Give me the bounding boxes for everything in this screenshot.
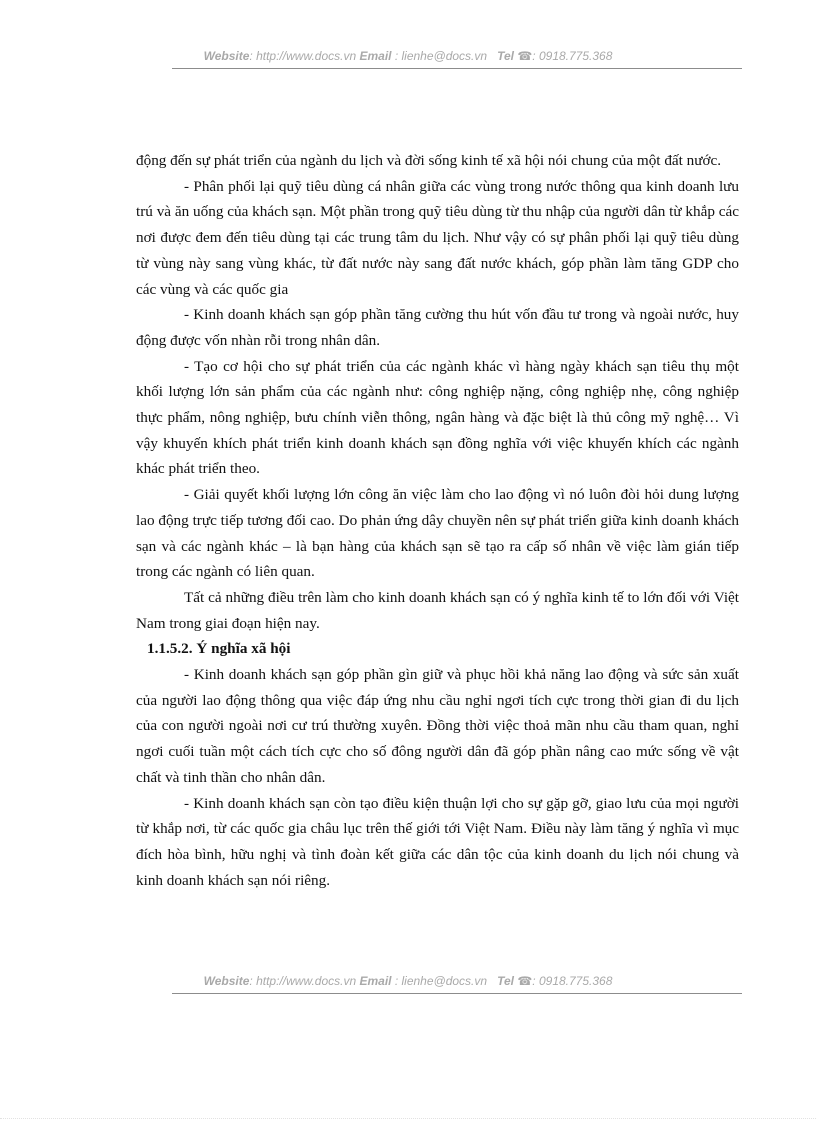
paragraph: - Kinh doanh khách sạn góp phần tăng cường thu hút vốn đầu tư trong và ngoài nước, huy động được vốn nhàn rỗi trong nhân dân.: [136, 306, 739, 349]
page-edge: [0, 1118, 816, 1119]
page-footer: [0, 974, 816, 988]
section-heading: 1.1.5.2. Ý nghĩa xã hội: [147, 640, 291, 658]
footer-website-label: Website: [203, 974, 250, 988]
paragraph: - Phân phối lại quỹ tiêu dùng cá nhân giữa các vùng trong nước thông qua kinh doanh lưu trú và ăn uống của khách sạn. Một phần trong quỹ tiêu dùng từ thu nhập của người dân từ khắp các nơi được đem đến tiêu dùng tại các trung tâm du lịch. Như vậy có sự phân phối lại quỹ tiêu dùng từ vùng này sang vùng khác, từ đất nước này sang đất nước khách, góp phần làm tăng GDP cho các vùng và các quốc gia: [136, 177, 739, 298]
paragraph: - Giải quyết khối lượng lớn công ăn việc làm cho lao động vì nó luôn đòi hỏi dung lượng lao động trực tiếp tương đối cao. Do phản ứng dây chuyền nên sự phát triển giữa kinh doanh khách sạn và các ngành khác – là bạn hàng của khách sạn sẽ tạo ra cấp số nhân về việc làm gián tiếp trong các ngành có liên quan.: [136, 486, 739, 581]
header-tel-label: Tel: [497, 49, 514, 63]
paragraph: - Tạo cơ hội cho sự phát triển của các ngành khác vì hàng ngày khách sạn tiêu thụ một khối lượng lớn sản phẩm của các ngành như: công nghiệp nặng, công nghiệp nhẹ, công nghiệp thực phẩm, nông nghiệp, bưu chính viễn thông, ngân hàng và đặc biệt là thủ công mỹ nghệ… Vì vậy khuyến khích phát triển kinh doanh khách sạn đồng nghĩa với việc khuyến khích các ngành khác phát triển theo.: [136, 357, 739, 478]
telephone-icon: ☎: [517, 974, 533, 988]
paragraph: Tất cả những điều trên làm cho kinh doanh khách sạn có ý nghĩa kinh tế to lớn đối với Việt Nam trong giai đoạn hiện nay.: [136, 588, 739, 632]
footer-divider: [172, 993, 742, 994]
footer-website-link[interactable]: : http://www.docs.vn: [249, 974, 357, 988]
paragraph: - Kinh doanh khách sạn còn tạo điều kiện thuận lợi cho sự gặp gỡ, giao lưu của mọi người từ khắp nơi, từ các quốc gia châu lục trên thế giới tới Việt Nam. Điều này làm tăng ý nghĩa vì mục đích hòa bình, hữu nghị và tình đoàn kết giữa các dân tộc của kinh doanh du lịch nói chung và kinh doanh khách sạn nói riêng.: [136, 794, 739, 889]
header-email-label: Email: [359, 49, 392, 63]
header-tel-value: : 0918.775.368: [532, 49, 613, 63]
footer-tel-label: Tel: [497, 974, 514, 988]
document-body: [136, 148, 739, 893]
header-divider: [172, 68, 742, 69]
header-email-link[interactable]: : lienhe@docs.vn: [391, 49, 488, 63]
telephone-icon: ☎: [517, 49, 533, 63]
footer-email-label: Email: [359, 974, 392, 988]
header-website-link[interactable]: : http://www.docs.vn: [249, 49, 357, 63]
paragraph: động đến sự phát triển của ngành du lịch và đời sống kinh tế xã hội nói chung của một đất nước.: [136, 152, 722, 169]
footer-email-link[interactable]: : lienhe@docs.vn: [391, 974, 488, 988]
header-website-label: Website: [203, 49, 250, 63]
footer-tel-value: : 0918.775.368: [532, 974, 613, 988]
page-header: [0, 49, 816, 63]
paragraph: - Kinh doanh khách sạn góp phần gìn giữ và phục hồi khả năng lao động và sức sản xuất của người lao động thông qua việc đáp ứng nhu cầu nghỉ ngơi tích cực trong thời gian đi du lịch của con người ngoài nơi cư trú thường xuyên. Đồng thời việc thoả mãn nhu cầu tham quan, nghỉ ngơi cuối tuần một cách tích cực cho số đông người dân đã góp phần nâng cao mức sống về vật chất và tinh thần cho nhân dân.: [136, 666, 739, 786]
